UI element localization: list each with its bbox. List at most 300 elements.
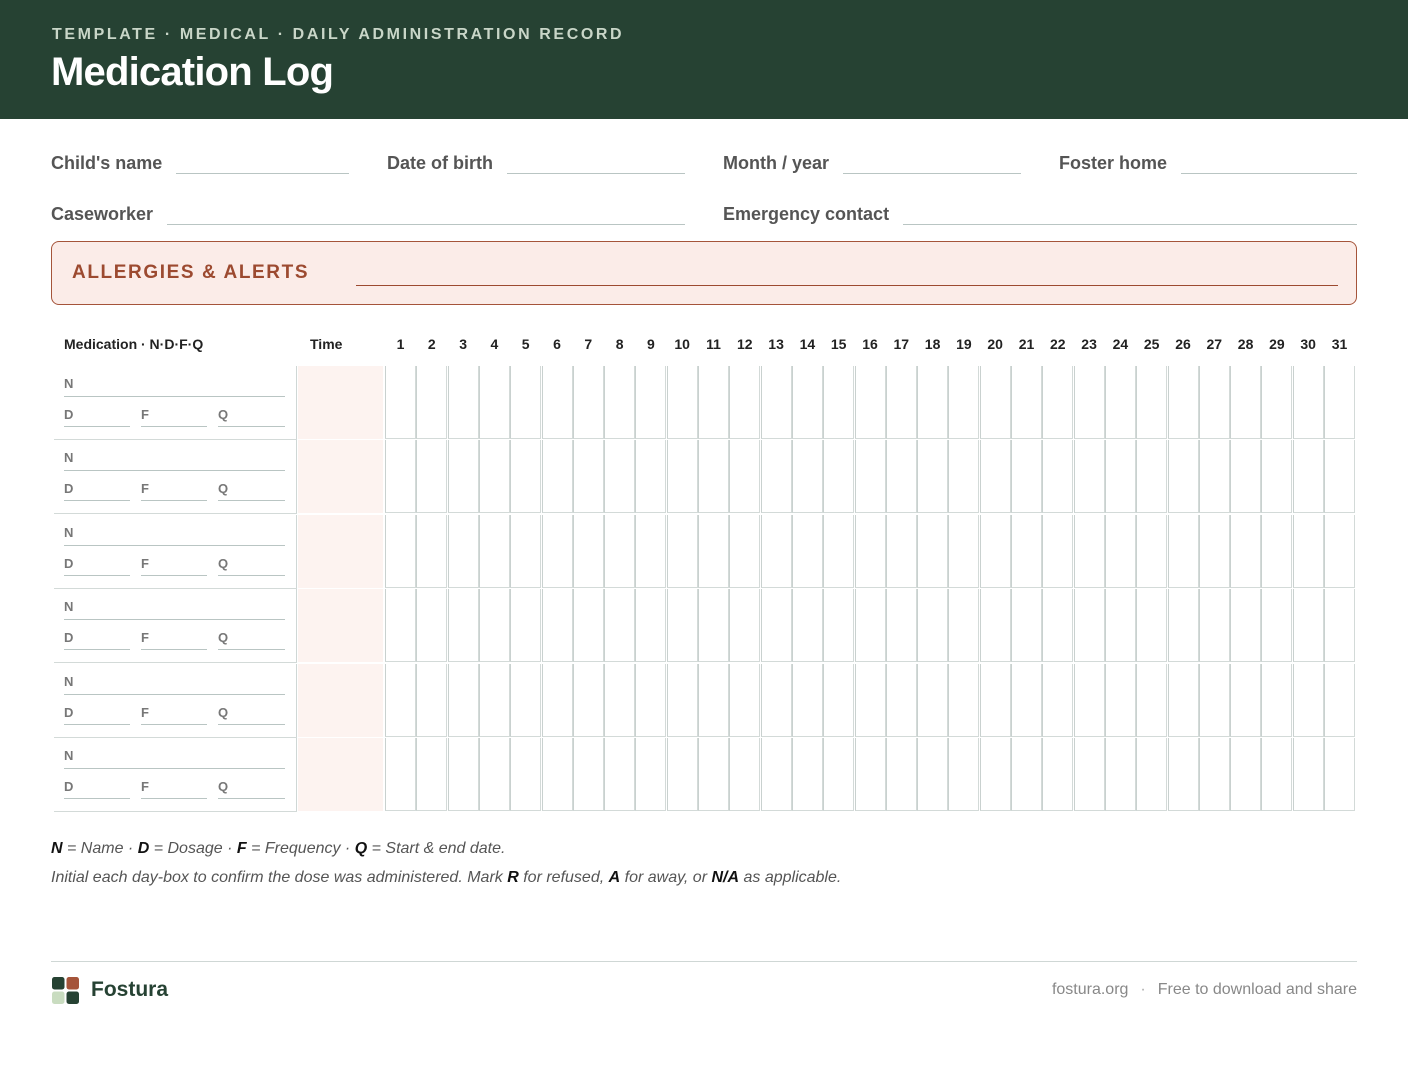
day-cell[interactable] xyxy=(635,738,666,811)
foster-home-label: Foster home xyxy=(1059,153,1168,173)
day-cell[interactable] xyxy=(667,440,698,513)
day-cell[interactable] xyxy=(823,515,854,588)
day-cell[interactable] xyxy=(761,366,792,439)
childs-name-field[interactable] xyxy=(51,150,349,174)
dates-line[interactable] xyxy=(218,798,285,799)
legend-r-key: R xyxy=(507,869,519,886)
day-cell[interactable] xyxy=(1261,738,1292,811)
day-cell[interactable] xyxy=(886,515,917,588)
day-cell[interactable] xyxy=(729,440,760,513)
day-cell[interactable] xyxy=(667,664,698,737)
dates-label: Q xyxy=(218,704,229,720)
day-cell[interactable] xyxy=(823,366,854,439)
day-cell[interactable] xyxy=(604,515,635,588)
header-eyebrow: TEMPLATE · MEDICAL · DAILY ADMINISTRATION RECORD xyxy=(52,26,625,43)
day-cell[interactable] xyxy=(698,366,729,439)
day-cell[interactable] xyxy=(479,589,510,662)
day-cell[interactable] xyxy=(448,515,479,588)
day-header: 18 xyxy=(924,336,941,352)
name-line[interactable] xyxy=(64,619,285,620)
medication-cell[interactable] xyxy=(54,366,297,439)
day-cell[interactable] xyxy=(542,366,573,439)
name-label: N xyxy=(64,524,74,540)
day-cell[interactable] xyxy=(1136,738,1167,811)
day-cell[interactable] xyxy=(1136,589,1167,662)
page-header xyxy=(0,0,1408,119)
dosage-label: D xyxy=(64,779,74,794)
day-cell[interactable] xyxy=(1042,440,1073,513)
day-cell[interactable] xyxy=(385,738,416,811)
day-header: 13 xyxy=(768,336,784,352)
frequency-line[interactable] xyxy=(141,500,207,501)
day-cell[interactable] xyxy=(573,440,604,513)
day-cell[interactable] xyxy=(542,738,573,811)
day-cell[interactable] xyxy=(1042,738,1073,811)
day-cell[interactable] xyxy=(604,440,635,513)
allergies-alerts-label: ALLERGIES & ALERTS xyxy=(72,262,310,283)
day-cell[interactable] xyxy=(917,738,948,811)
day-cell[interactable] xyxy=(886,664,917,737)
day-cell[interactable] xyxy=(1074,366,1105,439)
day-cell[interactable] xyxy=(1230,738,1261,811)
month-year-label: Month / year xyxy=(723,153,830,173)
frequency-label: F xyxy=(141,704,149,720)
frequency-label: F xyxy=(141,555,149,571)
legend-sep: · xyxy=(222,840,237,857)
day-cell[interactable] xyxy=(1230,664,1261,737)
day-cell[interactable] xyxy=(573,515,604,588)
time-column-header: Time xyxy=(310,336,343,352)
day-cell[interactable] xyxy=(1011,589,1042,662)
day-cell[interactable] xyxy=(823,738,854,811)
day-cell[interactable] xyxy=(761,589,792,662)
day-header: 28 xyxy=(1237,336,1254,352)
day-cell[interactable] xyxy=(917,366,948,439)
allergies-alerts-box xyxy=(51,241,1357,305)
childs-name-line[interactable] xyxy=(176,150,349,174)
day-cell[interactable] xyxy=(635,440,666,513)
footer-divider xyxy=(51,961,1357,962)
day-cell[interactable] xyxy=(1168,738,1199,811)
day-cell[interactable] xyxy=(1011,664,1042,737)
day-header: 11 xyxy=(706,336,721,352)
day-cell[interactable] xyxy=(1042,664,1073,737)
day-header: 19 xyxy=(956,336,972,352)
day-cell[interactable] xyxy=(1136,366,1167,439)
name-label: N xyxy=(64,376,74,391)
caseworker-line[interactable] xyxy=(167,201,685,225)
dosage-label: D xyxy=(64,555,74,571)
day-cell[interactable] xyxy=(479,440,510,513)
day-cell[interactable] xyxy=(604,589,635,662)
day-cell[interactable] xyxy=(416,738,447,811)
time-cell[interactable] xyxy=(298,515,383,588)
day-header: 4 xyxy=(490,336,499,352)
day-cell[interactable] xyxy=(1199,589,1230,662)
day-cell[interactable] xyxy=(855,589,886,662)
day-cell[interactable] xyxy=(510,366,541,439)
time-cell[interactable] xyxy=(298,440,383,513)
day-cell[interactable] xyxy=(729,738,760,811)
day-cell[interactable] xyxy=(573,738,604,811)
day-cell[interactable] xyxy=(1105,366,1136,439)
day-header: 21 xyxy=(1018,336,1035,352)
day-cell[interactable] xyxy=(542,440,573,513)
day-cell[interactable] xyxy=(1011,440,1042,513)
day-cell[interactable] xyxy=(479,366,510,439)
day-cell[interactable] xyxy=(385,515,416,588)
day-cell[interactable] xyxy=(604,366,635,439)
day-cell[interactable] xyxy=(698,515,729,588)
day-cell[interactable] xyxy=(1261,440,1292,513)
day-cell[interactable] xyxy=(1293,738,1324,811)
day-cell[interactable] xyxy=(1168,515,1199,588)
day-cell[interactable] xyxy=(448,664,479,737)
day-cell[interactable] xyxy=(698,738,729,811)
dosage-line[interactable] xyxy=(64,426,130,427)
day-cell[interactable] xyxy=(416,664,447,737)
day-cell[interactable] xyxy=(948,738,979,811)
medication-cell[interactable] xyxy=(54,738,297,811)
day-cell[interactable] xyxy=(792,589,823,662)
day-cell[interactable] xyxy=(448,440,479,513)
day-cell[interactable] xyxy=(542,664,573,737)
day-cell[interactable] xyxy=(792,366,823,439)
day-cell[interactable] xyxy=(980,440,1011,513)
dosage-label: D xyxy=(64,704,74,720)
day-cell[interactable] xyxy=(1168,366,1199,439)
day-cell[interactable] xyxy=(729,515,760,588)
day-cell[interactable] xyxy=(1293,515,1324,588)
day-cell[interactable] xyxy=(1199,366,1230,439)
time-cell[interactable] xyxy=(298,366,383,439)
day-cell[interactable] xyxy=(542,515,573,588)
day-cell[interactable] xyxy=(1105,440,1136,513)
frequency-line[interactable] xyxy=(141,798,207,799)
day-cell[interactable] xyxy=(792,515,823,588)
name-label: N xyxy=(64,748,74,763)
name-line[interactable] xyxy=(64,768,285,769)
day-cell[interactable] xyxy=(1324,738,1355,811)
day-cell[interactable] xyxy=(542,589,573,662)
frequency-line[interactable] xyxy=(141,575,207,576)
foster-home-line[interactable] xyxy=(1181,150,1357,174)
dates-line[interactable] xyxy=(218,500,285,501)
day-cell[interactable] xyxy=(667,738,698,811)
day-cell[interactable] xyxy=(1042,515,1073,588)
day-cell[interactable] xyxy=(729,664,760,737)
day-cell[interactable] xyxy=(886,589,917,662)
day-cell[interactable] xyxy=(635,589,666,662)
legend-f-key: F xyxy=(236,840,247,857)
day-cell[interactable] xyxy=(917,440,948,513)
day-cell[interactable] xyxy=(1293,589,1324,662)
day-cell[interactable] xyxy=(479,738,510,811)
day-cell[interactable] xyxy=(886,440,917,513)
day-cell[interactable] xyxy=(479,515,510,588)
day-header: 16 xyxy=(862,336,878,352)
name-line[interactable] xyxy=(64,396,285,397)
dates-label: Q xyxy=(218,481,229,497)
day-cell[interactable] xyxy=(761,664,792,737)
day-cell[interactable] xyxy=(573,664,604,737)
day-cell[interactable] xyxy=(1105,738,1136,811)
page-title: Medication Log xyxy=(51,50,334,94)
day-cell[interactable] xyxy=(980,366,1011,439)
day-header: 17 xyxy=(893,336,910,352)
day-cell[interactable] xyxy=(1230,515,1261,588)
day-cell[interactable] xyxy=(385,440,416,513)
medication-cell[interactable] xyxy=(54,589,297,662)
day-cell[interactable] xyxy=(1011,515,1042,588)
dates-line[interactable] xyxy=(218,649,285,650)
day-cell[interactable] xyxy=(1042,589,1073,662)
day-cell[interactable] xyxy=(729,366,760,439)
foster-home-field[interactable] xyxy=(1059,150,1357,174)
day-header: 31 xyxy=(1331,336,1348,352)
day-cell[interactable] xyxy=(1230,440,1261,513)
day-header: 1 xyxy=(396,336,405,352)
day-cell[interactable] xyxy=(635,515,666,588)
dates-line[interactable] xyxy=(218,426,285,427)
day-cell[interactable] xyxy=(510,664,541,737)
day-cell[interactable] xyxy=(1074,738,1105,811)
day-cell[interactable] xyxy=(510,589,541,662)
time-cell[interactable] xyxy=(298,664,383,737)
day-cell[interactable] xyxy=(729,589,760,662)
legend-q-text: = Start & end date. xyxy=(367,840,506,857)
day-cell[interactable] xyxy=(948,440,979,513)
day-cell[interactable] xyxy=(1261,366,1292,439)
legend-sep: · xyxy=(340,840,355,857)
dates-line[interactable] xyxy=(218,724,285,725)
day-cell[interactable] xyxy=(761,440,792,513)
day-cell[interactable] xyxy=(792,738,823,811)
legend-na-key: N/A xyxy=(711,869,740,886)
footer-info xyxy=(1052,981,1357,999)
day-cell[interactable] xyxy=(510,738,541,811)
day-cell[interactable] xyxy=(980,589,1011,662)
dosage-line[interactable] xyxy=(64,724,130,725)
day-cell[interactable] xyxy=(855,515,886,588)
day-cell[interactable] xyxy=(792,440,823,513)
day-cell[interactable] xyxy=(635,366,666,439)
day-cell[interactable] xyxy=(980,664,1011,737)
day-cell[interactable] xyxy=(1324,515,1355,588)
day-cell[interactable] xyxy=(948,515,979,588)
day-cell[interactable] xyxy=(855,440,886,513)
legend-a-key: A xyxy=(608,869,621,886)
day-cell[interactable] xyxy=(573,366,604,439)
day-header: 30 xyxy=(1300,336,1316,352)
frequency-label: F xyxy=(141,779,149,794)
day-cell[interactable] xyxy=(698,440,729,513)
dosage-label: D xyxy=(64,481,74,497)
day-cell[interactable] xyxy=(761,738,792,811)
day-cell[interactable] xyxy=(1199,664,1230,737)
day-cell[interactable] xyxy=(416,366,447,439)
emergency-contact-line[interactable] xyxy=(903,201,1357,225)
day-cell[interactable] xyxy=(823,589,854,662)
legend-a-text: for away, or xyxy=(620,869,712,886)
day-cell[interactable] xyxy=(416,589,447,662)
day-cell[interactable] xyxy=(1293,366,1324,439)
day-cell[interactable] xyxy=(1168,664,1199,737)
day-cell[interactable] xyxy=(1324,664,1355,737)
name-line[interactable] xyxy=(64,694,285,695)
name-label: N xyxy=(64,599,74,615)
day-cell[interactable] xyxy=(1168,440,1199,513)
day-cell[interactable] xyxy=(510,440,541,513)
day-header: 6 xyxy=(553,336,561,352)
day-cell[interactable] xyxy=(823,440,854,513)
time-cell[interactable] xyxy=(298,589,383,662)
day-cell[interactable] xyxy=(448,738,479,811)
day-cell[interactable] xyxy=(1230,366,1261,439)
dosage-line[interactable] xyxy=(64,575,130,576)
day-cell[interactable] xyxy=(448,589,479,662)
fostura-logo-icon xyxy=(52,977,80,1005)
day-header: 25 xyxy=(1143,336,1160,352)
dosage-label: D xyxy=(64,630,74,646)
day-cell[interactable] xyxy=(886,366,917,439)
day-cell[interactable] xyxy=(855,738,886,811)
day-cell[interactable] xyxy=(1199,440,1230,513)
medication-column-header: Medication · N·D·F·Q xyxy=(64,336,204,352)
dosage-line[interactable] xyxy=(64,649,130,650)
day-cell[interactable] xyxy=(573,589,604,662)
day-cell[interactable] xyxy=(855,664,886,737)
caseworker-field[interactable] xyxy=(51,201,685,225)
day-cell[interactable] xyxy=(1324,440,1355,513)
day-cell[interactable] xyxy=(1199,738,1230,811)
time-cell[interactable] xyxy=(298,738,383,811)
day-cell[interactable] xyxy=(510,515,541,588)
day-cell[interactable] xyxy=(948,366,979,439)
day-cell[interactable] xyxy=(1074,664,1105,737)
frequency-line[interactable] xyxy=(141,724,207,725)
allergies-alerts-line[interactable] xyxy=(356,285,1338,286)
legend-r-text: for refused, xyxy=(518,869,609,886)
day-cell[interactable] xyxy=(948,664,979,737)
date-of-birth-field[interactable] xyxy=(387,150,685,174)
medication-cell[interactable] xyxy=(54,664,297,737)
month-year-line[interactable] xyxy=(843,150,1021,174)
day-cell[interactable] xyxy=(1230,589,1261,662)
day-cell[interactable] xyxy=(1074,589,1105,662)
day-cell[interactable] xyxy=(1136,440,1167,513)
day-cell[interactable] xyxy=(761,515,792,588)
footer-separator: · xyxy=(1140,981,1146,998)
day-cell[interactable] xyxy=(667,366,698,439)
day-cell[interactable] xyxy=(792,664,823,737)
medication-cell[interactable] xyxy=(54,440,297,513)
day-cell[interactable] xyxy=(604,664,635,737)
dates-line[interactable] xyxy=(218,575,285,576)
day-cell[interactable] xyxy=(1136,515,1167,588)
day-cell[interactable] xyxy=(635,664,666,737)
frequency-line[interactable] xyxy=(141,426,207,427)
day-header: 23 xyxy=(1081,336,1097,352)
dosage-line[interactable] xyxy=(64,500,130,501)
footer-url[interactable]: fostura.org xyxy=(1051,981,1129,998)
date-of-birth-line[interactable] xyxy=(507,150,685,174)
day-cell[interactable] xyxy=(698,589,729,662)
day-cell[interactable] xyxy=(385,366,416,439)
day-cell[interactable] xyxy=(1105,664,1136,737)
day-cell[interactable] xyxy=(1261,589,1292,662)
frequency-label: F xyxy=(141,630,149,646)
day-cell[interactable] xyxy=(1293,440,1324,513)
day-cell[interactable] xyxy=(479,664,510,737)
day-cell[interactable] xyxy=(385,589,416,662)
dates-label: Q xyxy=(218,630,229,646)
legend-line xyxy=(51,840,505,858)
day-cell[interactable] xyxy=(1324,589,1355,662)
day-cell[interactable] xyxy=(823,664,854,737)
day-cell[interactable] xyxy=(448,366,479,439)
legend-d-key: D xyxy=(137,840,150,857)
emergency-contact-field[interactable] xyxy=(723,201,1357,225)
day-cell[interactable] xyxy=(385,664,416,737)
day-cell[interactable] xyxy=(1105,515,1136,588)
day-cell[interactable] xyxy=(917,664,948,737)
day-cell[interactable] xyxy=(855,366,886,439)
day-header: 2 xyxy=(427,336,436,352)
day-cell[interactable] xyxy=(886,738,917,811)
name-line[interactable] xyxy=(64,545,285,546)
day-cell[interactable] xyxy=(1168,589,1199,662)
day-cell[interactable] xyxy=(1074,515,1105,588)
date-of-birth-label: Date of birth xyxy=(387,153,493,173)
childs-name-label: Child's name xyxy=(51,153,163,173)
day-cell[interactable] xyxy=(980,515,1011,588)
caseworker-label: Caseworker xyxy=(51,204,154,224)
day-cell[interactable] xyxy=(604,738,635,811)
day-cell[interactable] xyxy=(1105,589,1136,662)
day-cell[interactable] xyxy=(698,664,729,737)
day-cell[interactable] xyxy=(1199,515,1230,588)
dosage-line[interactable] xyxy=(64,798,130,799)
day-cell[interactable] xyxy=(1136,664,1167,737)
day-header: 20 xyxy=(987,336,1003,352)
day-cell[interactable] xyxy=(667,589,698,662)
row-divider xyxy=(54,811,297,812)
day-cell[interactable] xyxy=(980,738,1011,811)
day-cell[interactable] xyxy=(1293,664,1324,737)
day-cell[interactable] xyxy=(416,440,447,513)
day-cell[interactable] xyxy=(917,515,948,588)
day-cell[interactable] xyxy=(948,589,979,662)
month-year-field[interactable] xyxy=(723,150,1021,174)
day-cell[interactable] xyxy=(1261,664,1292,737)
day-cell[interactable] xyxy=(1261,515,1292,588)
instructions-line xyxy=(51,869,841,887)
day-cell[interactable] xyxy=(1074,440,1105,513)
day-cell[interactable] xyxy=(1011,738,1042,811)
medication-cell[interactable] xyxy=(54,515,297,588)
day-cell[interactable] xyxy=(1042,366,1073,439)
day-cell[interactable] xyxy=(917,589,948,662)
day-header: 8 xyxy=(615,336,624,352)
frequency-line[interactable] xyxy=(141,649,207,650)
day-cell[interactable] xyxy=(667,515,698,588)
day-header: 3 xyxy=(459,336,467,352)
name-line[interactable] xyxy=(64,470,285,471)
day-cell[interactable] xyxy=(416,515,447,588)
day-cell[interactable] xyxy=(1011,366,1042,439)
day-cell[interactable] xyxy=(1324,366,1355,439)
